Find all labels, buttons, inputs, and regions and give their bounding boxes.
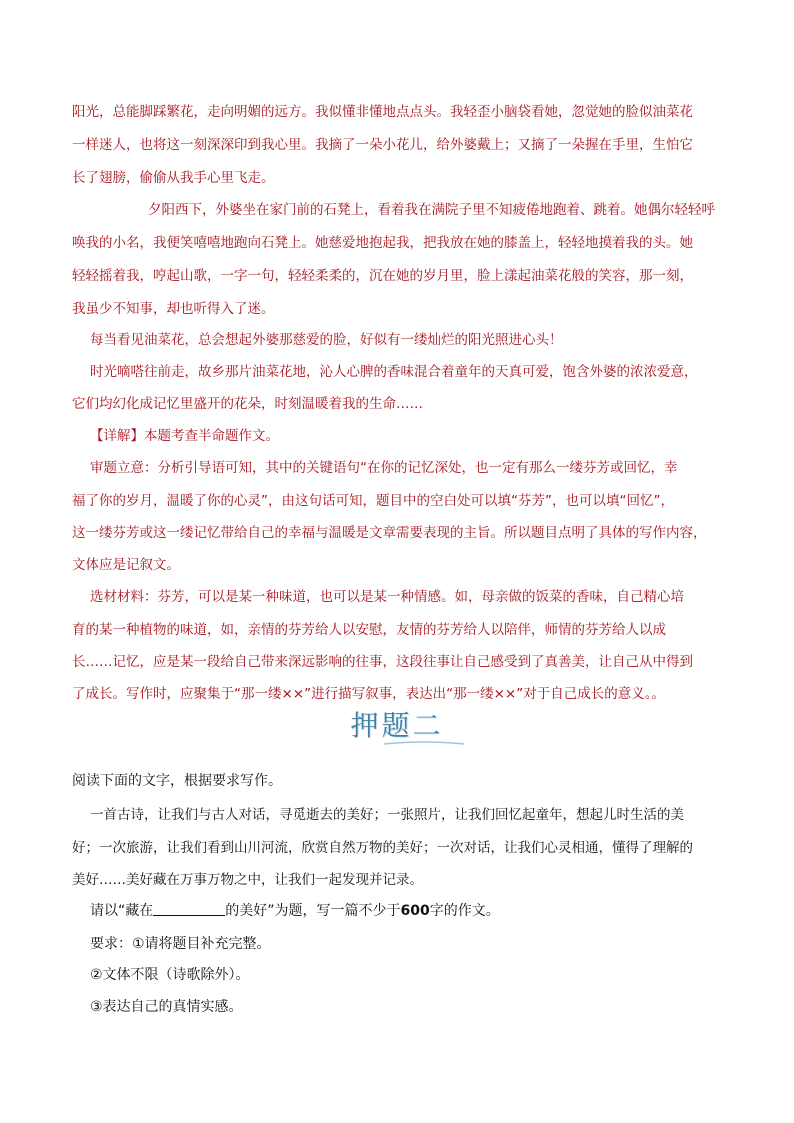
passage-line: 阳光，总能脚踩繁花，走向明媚的远方。我似懂非懂地点点头。我轻歪小脑袋看她，忽觉她的脸似油菜花 [72, 104, 693, 120]
prompt-text-before: 请以“藏在 [90, 903, 154, 919]
detail-heading: 【详解】本题考查半命题作文。 [90, 428, 279, 444]
passage-line: 唤我的小名，我便笑嘻嘻地跑向石凳上。她慈爱地抱起我，把我放在她的膝盖上，轻轻地摸着我的头。她 [72, 235, 693, 251]
material-line: 育的某一种植物的味道，如，亲情的芬芳给人以安慰，友情的芬芳给人以陪伴，师情的芬芳给人以成 [72, 622, 666, 638]
passage-line: 长了翅膀，偷偷从我手心里飞走。 [72, 170, 275, 186]
passage-line: 轻轻摇着我，哼起山歌，一字一句，轻轻柔柔的，沉在她的岁月里，脸上漾起油菜花般的笑容，那一刻， [72, 268, 693, 284]
question-intro: 阅读下面的文字，根据要求写作。 [72, 773, 282, 789]
material-line: 长……记忆，应是某一段给自己带来深远影响的往事，这段往事让自己感受到了真善美，让自己从中得到 [72, 654, 693, 670]
analysis-line: 福了你的岁月，温暖了你的心灵”，由这句话可知，题目中的空白处可以填“芬芳”，也可以填“回忆”， [72, 493, 674, 509]
prompt-text-end: 字的作文。 [429, 903, 500, 919]
passage-line: 它们均幻化成记忆里盛开的花朵，时刻温暖着我的生命…… [72, 396, 423, 412]
passage-line: 一样迷人，也将这一刻深深印到我心里。我摘了一朵小花儿，给外婆戴上；又摘了一朵握在手里，生怕它 [72, 137, 693, 153]
material-text-line: 一首古诗，让我们与古人对话，寻觅逝去的美好；一张照片，让我们回忆起童年，想起儿时生活的美 [90, 807, 684, 823]
passage-line: 时光嘀嗒往前走，故乡那片油菜花地，沁人心脾的香味混合着童年的天真可爱，饱含外婆的浓浓爱意， [90, 364, 698, 380]
requirement-3: ③表达自己的真情实感。 [90, 999, 243, 1015]
passage-line: 夕阳西下，外婆坐在家门前的石凳上，看着我在满院子里不知疲倦地跑着、跳着。她偶尔轻轻呼 [148, 202, 715, 218]
material-line: 选材材料：芬芳，可以是某一种味道，也可以是某一种情感。如，母亲做的饭菜的香味，自己精心培 [90, 589, 684, 605]
requirement-2: ②文体不限（诗歌除外）。 [90, 967, 250, 983]
title-blank [153, 901, 225, 916]
analysis-line: 文体应是记叙文。 [72, 557, 180, 573]
requirements [90, 933, 271, 953]
requirements-label: 要求： [90, 936, 132, 952]
material-line: 了成长。写作时，应聚集于“那一缕××”进行描写叙事，表达出“那一缕××”对于自己成长的意义。。 [72, 686, 665, 702]
material-text-line: 好；一次旅游，让我们看到山川河流，欣赏自然万物的美好；一次对话，让我们心灵相通，懂得了理解的 [72, 840, 693, 856]
passage-line: 我虽少不知事，却也听得入了迷。 [72, 301, 275, 317]
analysis-line: 这一缕芬芳或这一缕记忆带给自己的幸福与温暖是文章需要表现的主旨。所以题目点明了具体的写作内容， [72, 525, 707, 541]
word-count: 600 [400, 903, 430, 919]
requirement-1: ①请将题目补充完整。 [132, 936, 271, 952]
material-text-line: 美好……美好藏在万事万物之中，让我们一起发现并记录。 [72, 872, 423, 888]
passage-line: 每当看见油菜花，总会想起外婆那慈爱的脸，好似有一缕灿烂的阳光照进心头！ [90, 332, 563, 348]
writing-prompt [90, 900, 500, 920]
section-title: 押题二 [350, 709, 444, 742]
prompt-text-after: 的美好”为题，写一篇不少于 [225, 903, 401, 919]
title-underline-decoration [382, 740, 466, 746]
analysis-line: 审题立意：分析引导语可知，其中的关键语句“在你的记忆深处，也一定有那么一缕芬芳或回忆，幸 [90, 460, 678, 476]
